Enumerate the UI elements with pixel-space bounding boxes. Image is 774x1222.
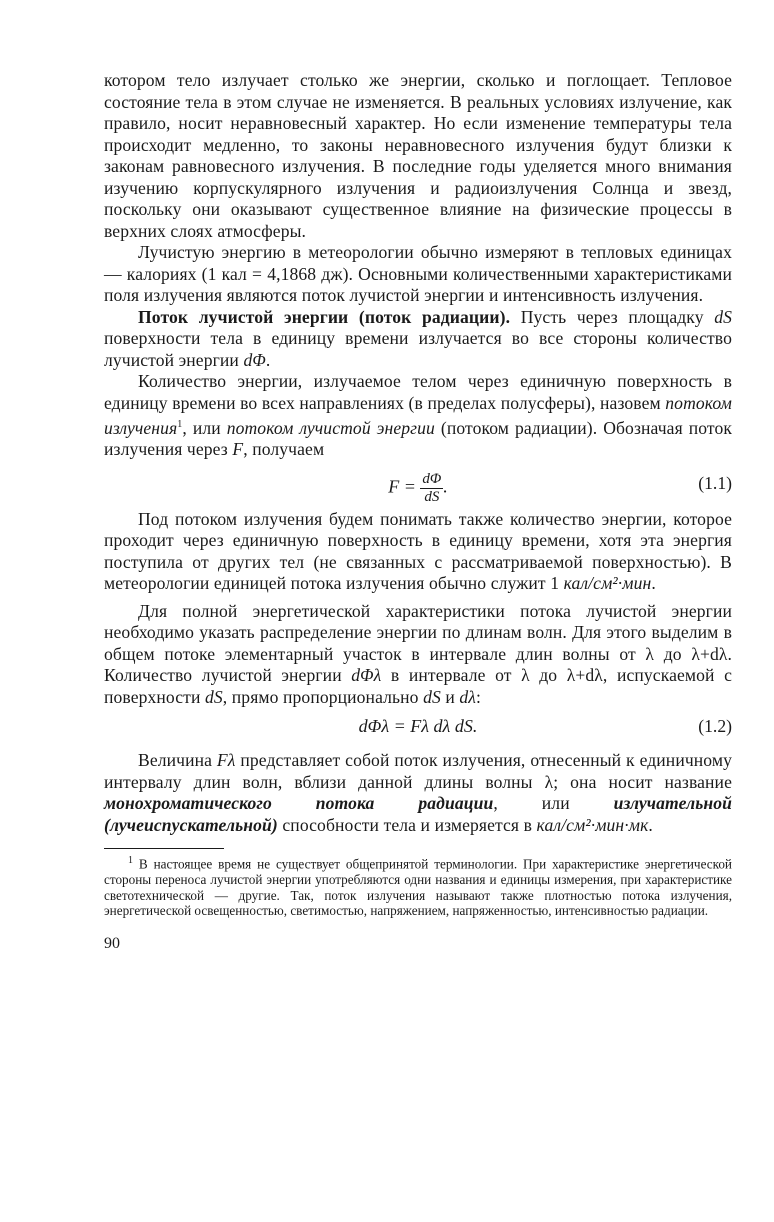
paragraph-3 [104,307,732,372]
unit-text: кал/см²·мин·мк [536,814,649,835]
text-span: : [476,686,481,707]
symbol-F: F [232,439,244,460]
footnote-mark: 1 [128,855,133,867]
equation-1-1 [104,463,732,503]
symbol-dPhi: dΦ [243,349,266,370]
text-span: поверхности тела в единицу времени излучается во все стороны количество лучистой энергии [104,328,732,370]
text-span: и [440,686,460,707]
text-span: , получаем [243,439,325,460]
paragraph-6 [104,601,732,709]
term-radiant-flux: потоком лучистой энергии [226,417,435,438]
paragraph-4 [104,371,732,461]
text-span: в интервале от λ до λ+dλ, испускаемой с поверхности [104,665,732,707]
text-span: представляет собой поток излучения, отнесенный к единичному интервалу длин волн, вблизи данной длины волны λ; она носит название [104,750,732,792]
equation-number: (1.1) [698,472,732,493]
footnote [104,853,732,918]
paragraph-1: котором тело излучает столько же энергии, сколько и поглощает. Тепловое состояние тела в этом случае не изменяется. В реальных условиях излучение, как правило, носит неравновесный характер. Но если изменение температуры тела происходит медленно, то законы неравновесного излучения будут близки к законам равновесного излучения. В последние годы уделяется много внимания изучению корпускулярного излучения и радиоизлучения Солнца и звезд, поскольку они оказывают существенное влияние на физические процессы в верхних слоях атмосферы. [104,70,732,241]
symbol-F-lambda: Fλ [216,750,236,771]
footnote-divider [104,848,224,849]
equation-lhs: F = [388,476,421,497]
section-heading: Поток лучистой энергии (поток радиации). [138,306,511,327]
text-span: . [648,814,653,835]
text-span: Для полной энергетической характеристики потока лучистой энергии необходимо указать распределение энергии по длинам волн. Для этого выделим в общем потоке элементарный участок в интервале длин волны от λ до λ+dλ. Количество лучистой энергии [104,600,732,686]
term-flux: потоком излучения [104,392,732,438]
symbol-dS: dS [714,306,732,327]
text-span: . [651,573,656,594]
symbol-dlambda: dλ [459,686,476,707]
footnote-text: В настоящее время не существует общепринятой терминологии. При характеристике энергетической стороны переноса лучистой энергии употребляются одни названия и единицы измерения, при характеристике светотехнической — другие. Так, поток излучения называют также плотностью потока излучения, энергетической освещенностью, светимостью, напряжением, напряженностью, интенсивностью радиации. [104,856,732,919]
symbol-dS: dS [204,686,223,707]
equation-1-2 [104,710,732,744]
symbol-dPhi-lambda: dΦλ [351,665,382,686]
paragraph-2 [104,242,732,307]
term-monochromatic-flux: монохроматического потока радиации [104,793,494,814]
text-span: (потоком радиации). Обозначая поток излучения через [104,417,733,460]
text-span: Под потоком излучения будем понимать также количество энергии, которое проходит через единичную поверхность в единицу времени, хотя эта энергия поступила от других тел (не связанных с рассматриваемой поверхностью). В метеорологии единицей потока излучения обычно служит 1 [104,508,732,594]
text-span: , прямо пропорционально [222,686,424,707]
text-span: Количество энергии, излучаемое телом через единичную поверхность в единицу времени во всех направлениях (в пределах полусферы), назовем [104,371,732,413]
paragraph-2-text: Лучистую энергию в метеорологии обычно измеряют в тепловых единицах — калориях (1 кал = 4,1868 дж). Основными количественными характеристиками поля излучения являются поток лучистой энергии и интенсивность излучения. [104,242,732,305]
equation-1-1-body [104,471,732,506]
text-span: , или [182,417,227,438]
paragraph-5 [104,509,732,595]
equation-tail: . [443,476,448,497]
text-span: , или [493,793,614,814]
text-span: Пусть через площадку [510,306,715,327]
fraction-numerator: dΦ [422,470,442,487]
unit-text: кал/см²·мин [563,573,652,594]
term-emissive-power: излучательной (лучеиспускательной) [104,793,732,835]
paragraph-7 [104,750,732,836]
text-span: . [265,349,271,370]
symbol-dS: dS [423,686,441,707]
fraction-denominator: dS [424,488,440,505]
page-number: 90 [104,934,120,952]
text-span: способности тела и измеряется в [277,814,537,835]
equation-number: (1.2) [698,716,732,737]
fraction [420,471,443,506]
equation-1-2-body: dΦλ = Fλ dλ dS. [358,716,478,737]
text-span: Величина [138,750,217,771]
footnote-ref: 1 [177,419,183,430]
